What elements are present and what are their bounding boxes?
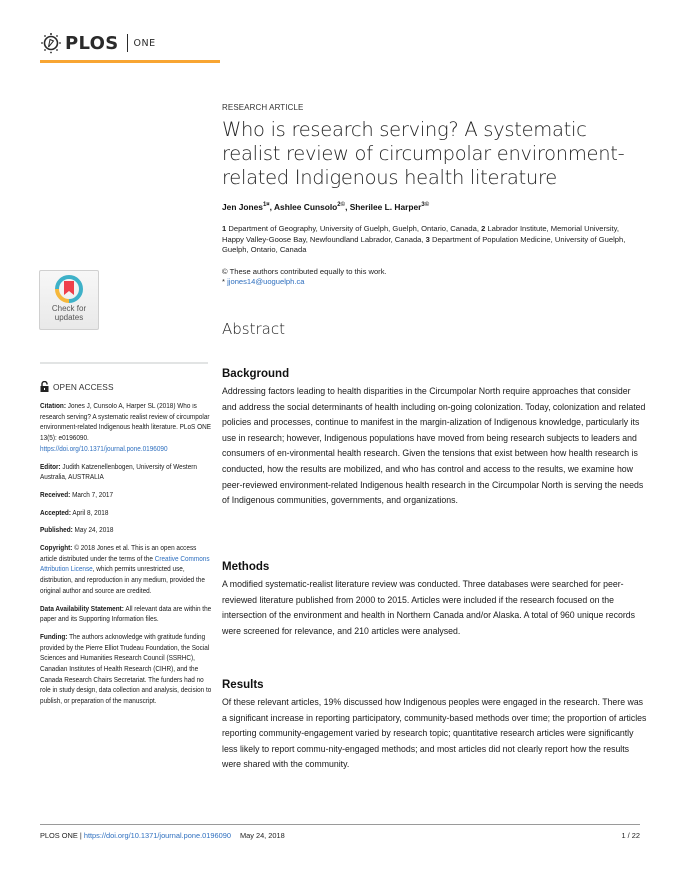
received-date: Received: March 7, 2017: [40, 491, 114, 499]
affil-text: Labrador Institute, Memorial University, Happy Valley-Goose Bay, Newfoundland Labrador, Canada,: [222, 224, 619, 244]
author-affil-mark: 2©: [337, 202, 346, 209]
sidebar-divider: [40, 362, 208, 364]
author-name[interactable]: Jen Jones: [222, 202, 263, 212]
abstract-methods: [222, 561, 647, 639]
editor: Editor: Judith Katzenellenbogen, University of Western Australia, AUSTRALIA: [40, 463, 197, 482]
crossmark-icon: [54, 274, 84, 304]
unlocked-padlock-icon: [40, 381, 49, 392]
affil-number: 1: [222, 224, 227, 233]
funding: Funding: The authors acknowledge with gratitude funding provided by the Pierre Elliot Trudeau Foundation, the Social Sciences and Humanities Research Council (SSRHC), Canadian Institutes of Health Research (CIHR), and the Canada Research Chairs Secretariat. The funders had no role in study design, data collection and analysis, decision to publish, or preparation of the manuscript.: [40, 633, 212, 706]
published-date: Published: May 24, 2018: [40, 527, 114, 535]
section-text: A modified systematic-realist literature review was conducted. Three databases were searched for peer-reviewed literature published from 2000 to 2015. Articles were included if the research focused on the intersection of the environment and health in Northern Canada and/or Alaska. A total of 960 unique records were screened for relevance, and 210 articles were analysed.: [222, 579, 635, 636]
article-title: Who is research serving? A systematic realist review of circumpolar environment-related Indigenous health literature: [222, 118, 625, 189]
author-notes: [222, 267, 642, 287]
abstract-results: [222, 679, 647, 773]
author-affil-mark: 3©: [421, 202, 430, 209]
citation: Citation: Jones J, Cunsolo A, Harper SL (2018) Who is research serving? A systematic realist review of circumpolar environment-related Indigenous health literature. PLoS ONE 13(5): e0196090. https://doi.org/10.1371/journal.pone.0196090: [40, 403, 211, 453]
footer-doi-link[interactable]: https://doi.org/10.1371/journal.pone.0196090: [83, 831, 231, 840]
page-footer: [40, 831, 640, 840]
equal-contribution-note: © These authors contributed equally to this work.: [222, 266, 387, 276]
logo-brand: PLOS: [65, 32, 119, 54]
plos-globe-icon: [40, 32, 62, 54]
logo-divider: [127, 34, 128, 52]
author-name[interactable]: Sherilee L. Harper: [349, 202, 422, 212]
open-access-label: OPEN ACCESS: [40, 381, 114, 392]
logo-journal: ONE: [133, 37, 156, 49]
affil-text: Department of Geography, University of Guelph, Guelph, Ontario, Canada,: [228, 224, 479, 233]
page-number: 1 / 22: [621, 831, 640, 840]
affiliations: [222, 224, 642, 256]
abstract-heading: Abstract: [222, 320, 285, 338]
corresponding-author: * jjones14@uoguelph.ca: [222, 276, 305, 286]
section-heading: Methods: [222, 561, 270, 573]
footer-divider: [40, 824, 640, 825]
abstract-background: [222, 368, 647, 509]
copyright: Copyright: © 2018 Jones et al. This is an open access article distributed under the terms of the Creative Commons Attribution License, which permits unrestricted use, distribution, and reproduction in any medium, provided the original author and source are credited.: [40, 545, 210, 595]
article-metadata-sidebar: [40, 402, 212, 715]
footer-date: May 24, 2018: [239, 831, 285, 840]
affil-number: 3: [425, 234, 430, 244]
author-affil-mark: 1¤: [262, 202, 270, 209]
check-updates-label: Check for updates: [51, 304, 87, 322]
accepted-date: Accepted: April 8, 2018: [40, 509, 109, 517]
affil-text: Department of Population Medicine, University of Guelph, Guelph, Ontario, Canada: [222, 234, 626, 254]
data-availability: Data Availability Statement: All relevant data are within the paper and its Supporting Information files.: [40, 605, 212, 624]
check-for-updates-badge[interactable]: [39, 270, 99, 330]
section-heading: Background: [222, 368, 290, 380]
license-link[interactable]: Creative Commons Attribution License: [40, 555, 210, 574]
section-text: Of these relevant articles, 19% discussed how Indigenous peoples were engaged in the research. There was a significant increase in reporting participatory, community-based methods over time; the proportion of articles reporting community-engagement varied by research topic; quantitative research articles were significantly less likely to report commu-nity-engaged methods; and most articles did not clearly report how the results were shared with the community.: [222, 697, 647, 770]
citation-doi-link[interactable]: https://doi.org/10.1371/journal.pone.0196090: [40, 445, 168, 453]
author-name[interactable]: Ashlee Cunsolo: [274, 202, 338, 212]
article-type: RESEARCH ARTICLE: [222, 103, 304, 112]
corresponding-email-link[interactable]: jjones14@uoguelph.ca: [227, 276, 305, 286]
section-text: Addressing factors leading to health disparities in the Circumpolar North require approaches that consider and address the social determinants of health including on-going colonization. Today, colonization and related policies and processes, continue to manifest in the margin-alization of Indigenous knowledge, particularly its use in research; however, Indigenous populations have moved from being research subjects to leaders and consumers of en-vironmental health research. Given the tensions that exist between how health research is conducted, how the results are mobilized, and who has control and access to the results, we examine how peer-reviewed environment-related Indigenous health research in the Circumpolar North is serving the needs of Indigenous communities, governments, and organizations.: [222, 386, 646, 506]
plos-one-logo[interactable]: [40, 30, 156, 56]
section-heading: Results: [222, 679, 264, 691]
article-header: [222, 103, 642, 287]
header-accent-rule: [40, 60, 220, 63]
author-list: Jen Jones$^{1¤}$, Ashlee Cunsolo$^{2©}$, Sherilee L. Harper$^{3©}$: [222, 202, 430, 212]
affil-number: 2: [481, 224, 486, 233]
footer-journal: PLOS ONE |: [40, 831, 82, 840]
